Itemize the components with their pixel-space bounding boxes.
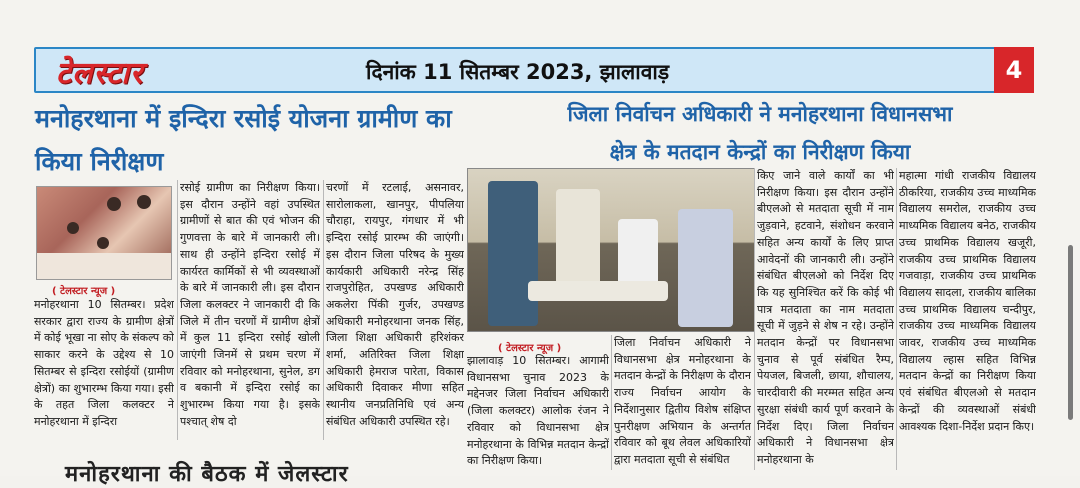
story1-column-2: रसोई ग्रामीण का निरीक्षण किया। इस दौरान उन्होंने वहां उपस्थित ग्रामीणों से बात की एवं भोजन की गुणवत्ता के बारे में जानकारी ली। साथ ही उन्होंने इन्दिरा रसोई में कार्यरत कार्मिकों से भी व्यवस्थाओं के बारे में जानकारी ली। इस दौरान जिला कलक्टर ने जानकारी दी कि जिले में तीन चरणों में ग्रामीण क्षेत्रों में कुल 11 इन्दिरा रसोई खोली जाएंगी जिनमें से प्रथम चरण में रविवार को मनोहरथाना, सुनेल, डग व बकानी में इन्दिरा रसोई का शुभारम्भ किया गया है। इसके पश्चात् शेष दो: [180, 181, 320, 428]
story2-headline-line1: जिला निर्वाचन अधिकारी ने मनोहरथाना विधानसभा: [567, 102, 953, 126]
story3-headline-partial: मनोहरथाना की बैठक में जेलस्टार: [65, 462, 349, 487]
column-divider: [611, 335, 612, 470]
kitchen-inspection-photo: [36, 186, 172, 280]
story1-headline: मनोहरथाना में इन्दिरा रसोई योजना ग्रामीण का किया निरीक्षण: [35, 104, 452, 176]
story2-column-2: जिला निर्वाचन अधिकारी ने विधानसभा क्षेत्र मनोहरथाना के मतदान केन्द्रों के निरीक्षण के दौरान राज्य निर्वाचन आयोग के निर्देशानुसार द्वितीय विशेष संक्षिप्त पुनरीक्षण अभियान के अन्तर्गत रविवार को बूथ लेवल अधिकारियों द्वारा मतदाता सूची से संबंधित: [614, 336, 751, 466]
column-divider: [177, 180, 178, 440]
scrollbar-thumb[interactable]: [1068, 245, 1073, 420]
story2-headline-line2: क्षेत्र के मतदान केन्द्रों का निरीक्षण किया: [609, 140, 911, 164]
polling-booth-inspection-photo: [467, 168, 755, 332]
column-divider: [896, 168, 897, 470]
column-divider: [754, 168, 755, 470]
dateline: दिनांक 11 सितम्बर 2023, झालावाड़: [366, 60, 670, 84]
column-divider: [323, 180, 324, 440]
page-number-badge: 4: [994, 47, 1034, 93]
story2-column-4: महात्मा गांधी राजकीय विद्यालय ठीकरिया, राजकीय उच्च माध्यमिक विद्यालय समरोल, राजकीय उच्च माध्यमिक विद्यालय बनेठ, राजकीय उच्च प्राथमिक विद्यालय खजूरी, राजकीय उच्च प्राथमिक विद्यालय गजवाड़ा, राजकीय उच्च प्राथमिक विद्यालय सादला, राजकीय बालिका उच्च प्राथमिक विद्यालय चन्दीपुर, राजकीय उच्च माध्यमिक विद्यालय जावर, राजकीय उच्च माध्यमिक विद्यालय ल्हास सहित विभिन्न मतदान केन्द्रों का निरीक्षण किया एवं संबंधित बीएलओ से मतदान केन्द्रों की व्यवस्थाओं संबंधी आवश्यक दिशा-निर्देश प्रदान किए।: [899, 169, 1036, 433]
story1-column-3: चरणों में रटलाई, असनावर, सारोलाकला, खानपुर, पीपलिया चौराहा, रायपुर, गंगधार में भी इन्दिरा रसोई प्रारम्भ की जाएंगी। इस दौरान जिला परिषद के मुख्य कार्यकारी अधिकारी नरेन्द्र सिंह राजपुरोहित, उपखण्ड अधिकारी अकलेरा पिंकी गुर्जर, उपखण्ड अधिकारी मनोहरथाना जनक सिंह, जिला शिक्षा अधिकारी हरिशंकर शर्मा, अतिरिक्त जिला शिक्षा अधिकारी हेमराज पारेता, विकास अधिकारी दिवाकर मीणा सहित स्थानीय जनप्रतिनिधि एवं अन्य संबंधित अधिकारी उपस्थित रहे।: [326, 181, 464, 428]
story2-headline: [470, 95, 1050, 171]
story2-credit: ( टेलस्टार न्यूज ): [498, 343, 562, 354]
story1-credit: ( टेलस्टार न्यूज ): [52, 286, 116, 297]
story2-column-3: किए जाने वाले कार्यों का भी निरीक्षण किया। इस दौरान उन्होंने बीएलओ से मतदाता सूची में नाम जुड़वाने, हटवाने, संशोधन करवाने सहित अन्य कार्यों के लिए प्राप्त आवेदनों की जानकारी ली। उन्होंने संबंधित बीएलओ को निर्देश दिए कि यह सुनिश्चित करें कि कोई भी पात्र मतदाता का नाम मतदाता सूची में जुड़ने से शेष न रहे। उन्होंने मतदान केन्द्रों पर विधानसभा चुनाव से पूर्व संबंधित रैम्प, पेयजल, बिजली, छाया, शौचालय, चारदीवारी की मरम्मत सहित अन्य सुरक्षा संबंधी कार्य पूर्ण करवाने के निर्देश दिए। जिला निर्वाचन अधिकारी ने विधानसभा क्षेत्र मनोहरथाना के: [757, 169, 894, 466]
masthead: [34, 47, 1034, 93]
newspaper-brand-logo: टेलस्टार: [56, 56, 144, 91]
story2-column-1: झालावाड़ 10 सितम्बर। आगामी विधानसभा चुनाव 2023 के मद्देनजर जिला निर्वाचन अधिकारी (जिला कलक्टर) आलोक रंजन ने रविवार को विधानसभा क्षेत्र मनोहरथाना के विभिन्न मतदान केन्द्रों का निरीक्षण किया।: [467, 354, 609, 468]
story1-column-1: मनोहरथाना 10 सितम्बर। प्रदेश सरकार द्वारा राज्य के ग्रामीण क्षेत्रों में कोई भूखा ना सोए के संकल्प को साकार करने के उद्देश्य से 10 सितम्बर से इन्दिरा रसोईयों (ग्रामीण क्षेत्रों) का शुभारम्भ किया गया। इसी के तहत जिला कलक्टर ने मनोहरथाना में इन्दिरा: [34, 298, 174, 428]
